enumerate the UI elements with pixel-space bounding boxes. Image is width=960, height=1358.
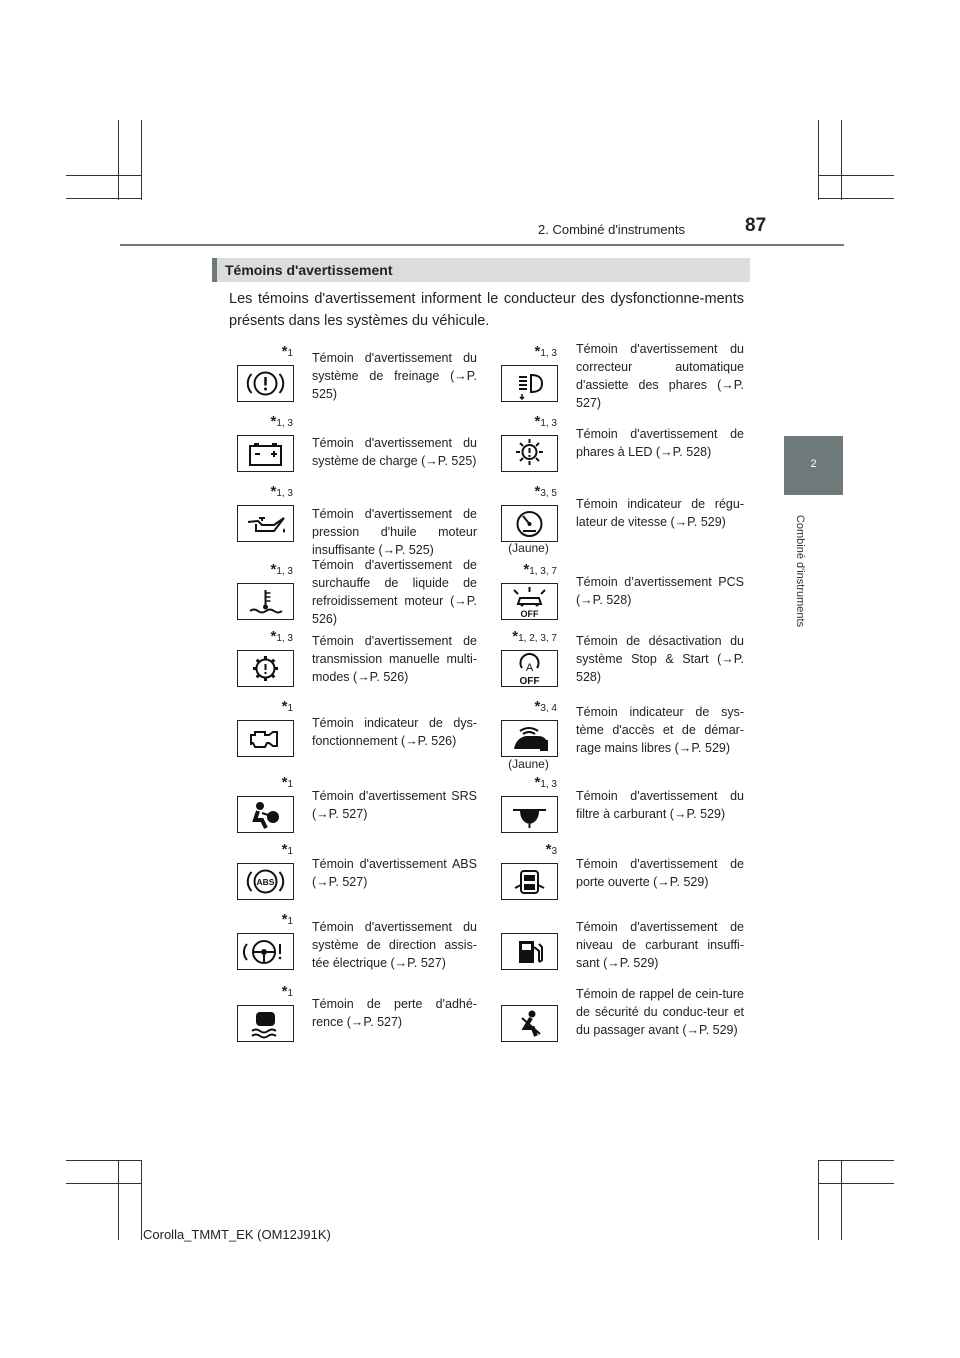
footnote-numbers: 1, 2, 3, 7 — [518, 633, 557, 644]
section-title: Témoins d'avertissement — [225, 262, 393, 278]
footnote-marker: *1, 3 — [270, 413, 293, 430]
chapter-label: Combiné d'instruments — [794, 514, 806, 628]
footnote-numbers: 1, 3 — [276, 418, 293, 429]
footnote-marker: *1, 3 — [270, 561, 293, 578]
crop-mark — [818, 198, 894, 199]
footnote-numbers: 1 — [287, 916, 293, 927]
seatbelt-reminder-icon — [501, 1005, 558, 1042]
oil-pressure-warning-icon — [237, 505, 294, 542]
warning-light-description: Témoin d'avertissement de niveau de carburant insuffi-sant (→P. 529) — [576, 920, 744, 970]
fuel-filter-warning-icon — [501, 796, 558, 833]
chapter-tab — [784, 436, 843, 495]
footnote-numbers: 1, 3 — [276, 488, 293, 499]
header-rule — [120, 244, 844, 246]
footnote-numbers: 1, 3 — [276, 633, 293, 644]
svg-text:A: A — [525, 662, 534, 674]
footnote-marker: *1 — [281, 343, 293, 360]
footnote-numbers: 1 — [287, 779, 293, 790]
stop-start-off-icon — [501, 650, 558, 687]
page-number: 87 — [745, 215, 767, 236]
crop-mark — [66, 1183, 142, 1184]
door-open-warning-icon — [501, 863, 558, 900]
footnote-marker: *1, 3 — [534, 343, 557, 360]
coolant-temperature-warning-icon — [237, 583, 294, 620]
crop-mark — [66, 198, 142, 199]
footnote-numbers: 1, 3 — [276, 566, 293, 577]
warning-light-description: Témoin d'avertissement de transmission manuelle multi-modes (→P. 526) — [312, 634, 477, 684]
svg-text:ABS: ABS — [256, 877, 275, 887]
warning-light-description: Témoin indicateur de régu-lateur de vitesse (→P. 529) — [576, 497, 744, 529]
footnote-numbers: 3 — [551, 846, 557, 857]
battery-charge-warning-icon — [237, 435, 294, 472]
footnote-numbers: 1, 3 — [540, 348, 557, 359]
warning-light-description: Témoin d’avertissement PCS (→P. 528) — [576, 575, 744, 607]
brake-warning-icon — [237, 365, 294, 402]
intro-paragraph: Les témoins d'avertissement informent le conducteur des dysfonctionne-ments présents dans les systèmes du véhicule. — [229, 291, 744, 329]
footnote-marker: *1, 3 — [534, 774, 557, 791]
warning-light-description: Témoin d'avertissement du système de direction assis-tée électrique (→P. 527) — [312, 920, 477, 970]
footnote-marker: *1 — [281, 841, 293, 858]
transmission-gear-warning-icon — [237, 650, 294, 687]
footnote-marker: *1 — [281, 698, 293, 715]
running-header: 2. Combiné d'instruments — [538, 222, 685, 237]
warning-light-description: Témoin d'avertissement du système de freinage (→P. 525) — [312, 351, 477, 401]
footnote-numbers: 1, 3 — [540, 779, 557, 790]
low-fuel-warning-icon — [501, 933, 558, 970]
crop-mark — [818, 120, 819, 200]
svg-text:OFF: OFF — [520, 609, 539, 619]
crop-mark — [818, 1160, 819, 1240]
warning-light-description: Témoin indicateur de dys-fonctionnement (→P. 526) — [312, 716, 477, 748]
footnote-numbers: 1 — [287, 703, 293, 714]
crop-mark — [841, 1160, 842, 1240]
crop-mark — [818, 175, 894, 176]
check-engine-icon — [237, 720, 294, 757]
warning-light-description: Témoin d'avertissement du filtre à carburant (→P. 529) — [576, 789, 744, 821]
footnote-marker: *3, 4 — [534, 698, 557, 715]
footnote-marker: *1 — [281, 983, 293, 1000]
led-headlight-warning-icon — [501, 435, 558, 472]
crop-mark — [818, 1183, 894, 1184]
warning-light-description: Témoin indicateur de sys-tème d'accès et de démar-rage mains libres (→P. 529) — [576, 705, 744, 755]
warning-light-description: Témoin de rappel de cein-ture de sécurité du conduc-teur et du passager avant (→P. 529) — [576, 987, 744, 1037]
crop-mark — [118, 1160, 119, 1240]
footnote-numbers: 3, 5 — [540, 488, 557, 499]
power-steering-warning-icon — [237, 933, 294, 970]
footnote-marker: *1, 2, 3, 7 — [512, 628, 557, 645]
warning-light-description: Témoin d'avertissement SRS (→P. 527) — [312, 789, 477, 821]
footnote-marker: *1, 3 — [270, 483, 293, 500]
footnote-marker: *1, 3 — [270, 628, 293, 645]
footnote-marker: *3 — [545, 841, 557, 858]
footnote-marker: *3, 5 — [534, 483, 557, 500]
color-note: (Jaune) — [508, 541, 549, 555]
warning-light-description: Témoin de désactivation du système Stop & Start (→P. 528) — [576, 634, 744, 684]
warning-light-description: Témoin de perte d'adhé-rence (→P. 527) — [312, 997, 477, 1029]
warning-light-description: Témoin d'avertissement du correcteur automatique d'assiette des phares (→P. 527) — [576, 342, 744, 410]
svg-text:OFF: OFF — [519, 676, 540, 686]
srs-airbag-warning-icon — [237, 796, 294, 833]
crop-mark — [66, 1160, 142, 1161]
section-heading — [212, 258, 750, 282]
chapter-number: 2 — [810, 458, 817, 470]
warning-light-description: Témoin d'avertissement ABS (→P. 527) — [312, 857, 477, 889]
footnote-marker: *1, 3 — [534, 413, 557, 430]
speed-limiter-indicator-icon — [501, 505, 558, 542]
footnote-marker: *1 — [281, 774, 293, 791]
footnote-numbers: 1 — [287, 846, 293, 857]
crop-mark — [66, 175, 142, 176]
abs-warning-icon — [237, 863, 294, 900]
footnote-numbers: 1, 3 — [540, 418, 557, 429]
chapter-side-label — [793, 507, 807, 637]
crop-mark — [841, 120, 842, 200]
crop-mark — [118, 120, 119, 200]
footnote-numbers: 3, 4 — [540, 703, 557, 714]
color-note: (Jaune) — [508, 757, 549, 771]
footnote-numbers: 1, 3, 7 — [529, 566, 557, 577]
warning-light-description: Témoin d'avertissement du système de charge (→P. 525) — [312, 436, 477, 468]
footnote-marker: *1, 3, 7 — [523, 561, 557, 578]
slip-indicator-icon — [237, 1005, 294, 1042]
headlight-leveling-warning-icon — [501, 365, 558, 402]
warning-light-description: Témoin d'avertissement de surchauffe de liquide de refroidissement moteur (→P. 526) — [312, 558, 477, 626]
footnote-numbers: 1 — [287, 348, 293, 359]
crop-mark — [141, 120, 142, 200]
footnote-numbers: 1 — [287, 988, 293, 999]
warning-light-description: Témoin d'avertissement de porte ouverte (→P. 529) — [576, 857, 744, 889]
crop-mark — [818, 1160, 894, 1161]
warning-light-description: Témoin d'avertissement de pression d'huile moteur insuffisante (→P. 525) — [312, 507, 477, 557]
pcs-off-warning-icon — [501, 583, 558, 620]
warning-light-description: Témoin d'avertissement de phares à LED (→P. 528) — [576, 427, 744, 459]
crop-mark — [141, 1160, 142, 1240]
smart-entry-key-icon — [501, 720, 558, 757]
footnote-marker: *1 — [281, 911, 293, 928]
footer-code: Corolla_TMMT_EK (OM12J91K) — [143, 1227, 331, 1242]
